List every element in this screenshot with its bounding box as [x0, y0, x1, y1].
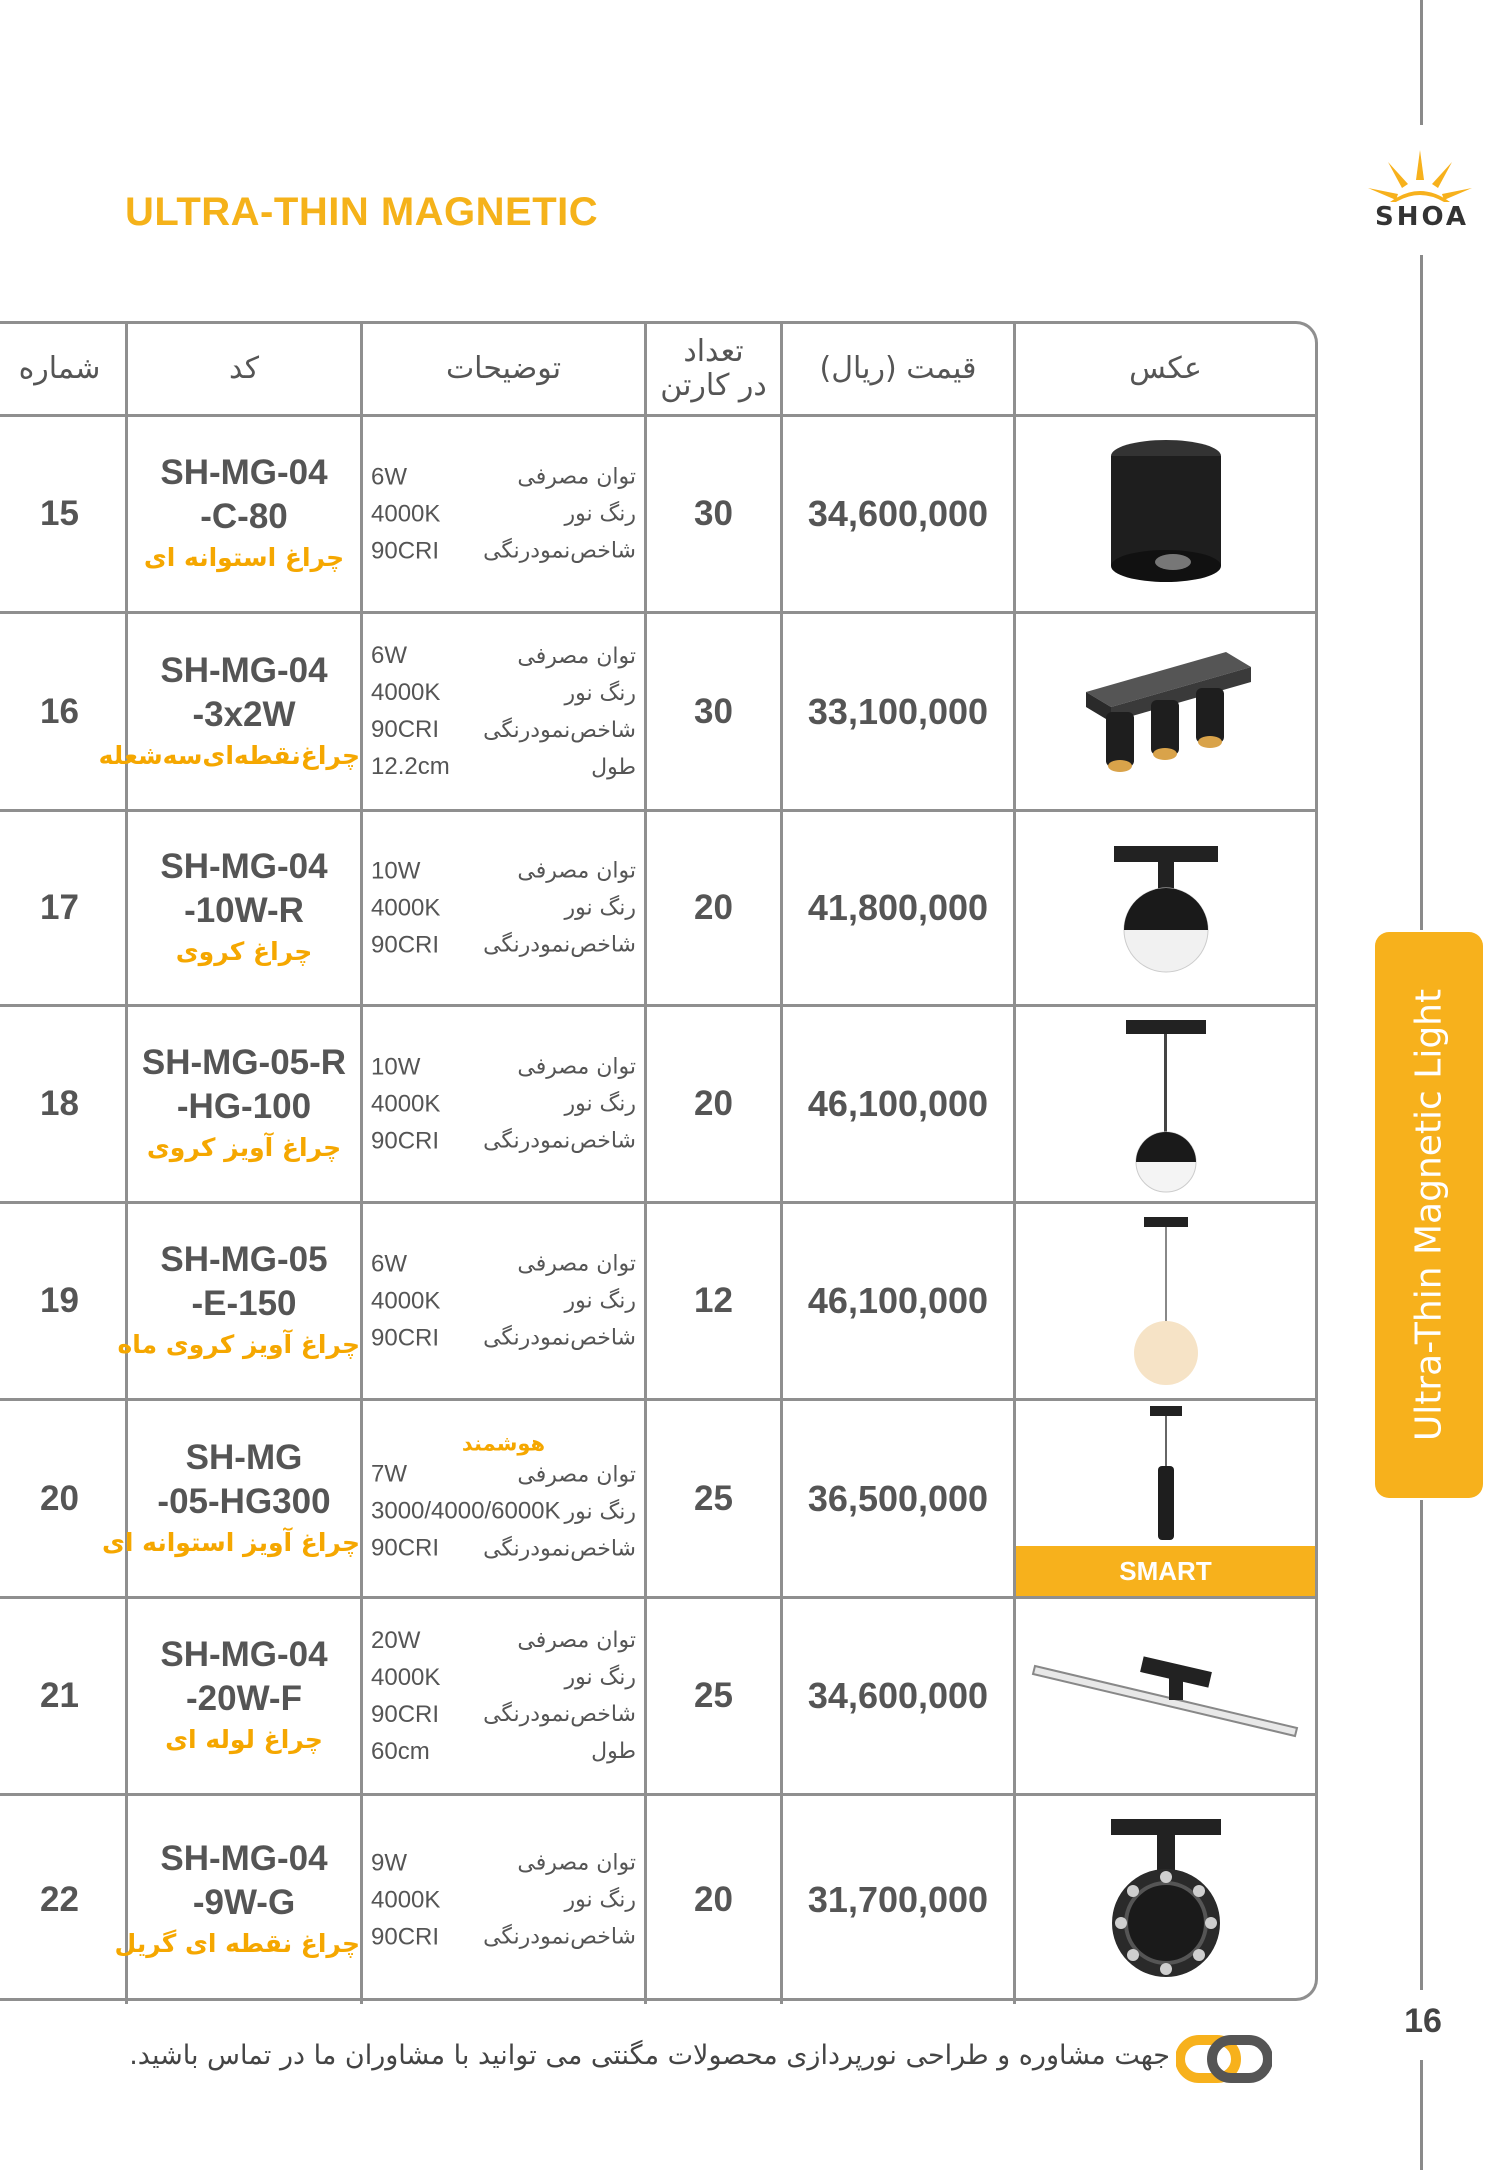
spec-value: 6W	[371, 463, 407, 490]
spec-label: رنگ نور	[564, 680, 636, 706]
spec-value: 4000K	[371, 679, 441, 706]
specs	[363, 1845, 644, 1956]
product-code	[101, 1436, 360, 1562]
header-cell-description	[360, 324, 644, 414]
triple-spot-light-icon	[1016, 614, 1315, 809]
spec-line	[371, 1246, 636, 1283]
spec-value: 4000K	[371, 894, 441, 921]
cell-number	[0, 417, 125, 611]
code-line2: -10W-R	[184, 891, 304, 930]
table-header-row	[0, 324, 1315, 417]
cell-code	[117, 1204, 360, 1398]
header-cell-number	[0, 324, 125, 414]
spec-value: 20W	[371, 1626, 421, 1654]
vertical-rule-low	[1420, 1500, 1423, 1990]
spec-line	[371, 459, 636, 496]
cell-description	[360, 1599, 644, 1793]
specs	[363, 1246, 644, 1357]
spec-value: 90CRI	[371, 716, 440, 743]
table-row	[0, 1401, 1315, 1599]
cell-photo	[1013, 1204, 1315, 1398]
qty-value: 25	[694, 1676, 733, 1715]
cell-price	[780, 417, 1013, 611]
spec-label: توان مصرفی	[517, 1251, 636, 1277]
spec-label: طول	[591, 1739, 636, 1764]
price-value: 33,100,000	[807, 690, 989, 732]
row-number: 19	[40, 1281, 79, 1320]
spec-line	[371, 1086, 636, 1123]
qty-value: 30	[694, 691, 733, 731]
code-line2: -05-HG300	[157, 1481, 331, 1521]
specs	[363, 1049, 644, 1160]
table-row	[0, 417, 1315, 614]
code-line1: SH-MG	[185, 1437, 303, 1477]
cell-photo	[1013, 812, 1315, 1004]
cell-code	[114, 1796, 360, 2004]
spec-line	[371, 1320, 636, 1357]
cell-code	[125, 1599, 360, 1793]
spec-value: 90CRI	[371, 1700, 440, 1728]
code-line2: -3x2W	[192, 694, 296, 734]
code-line1: SH-MG-04	[160, 650, 328, 690]
cell-price	[780, 614, 1013, 809]
spec-line	[371, 1733, 636, 1770]
cell-photo	[1013, 614, 1315, 809]
spec-line	[371, 1456, 636, 1493]
spec-value: 6W	[371, 1250, 407, 1277]
spec-label: شاخص‌نمودرنگی	[483, 1702, 636, 1727]
side-tab-label: Ultra-Thin Magnetic Light	[1408, 988, 1450, 1442]
header-price: قیمت (ریال)	[819, 351, 977, 386]
spec-value: 10W	[371, 857, 421, 884]
spec-label: توان مصرفی	[517, 1054, 636, 1080]
price-value: 31,700,000	[807, 1879, 989, 1920]
footer	[120, 2030, 1280, 2090]
price-value: 36,500,000	[807, 1477, 989, 1519]
header-qty	[647, 335, 780, 403]
cell-price	[780, 812, 1013, 1004]
spec-label: شاخص‌نمودرنگی	[483, 1536, 636, 1561]
spec-line	[371, 1882, 636, 1919]
product-code	[128, 1633, 360, 1759]
header-qty-line1: تعداد	[683, 334, 744, 369]
qty-value: 20	[694, 1880, 733, 1919]
cell-description	[360, 1204, 644, 1398]
spec-line	[371, 927, 636, 964]
price-value: 46,100,000	[807, 1280, 989, 1321]
price-value: 34,600,000	[807, 1675, 989, 1716]
cell-price	[780, 1204, 1013, 1398]
spec-value: 90CRI	[371, 1324, 440, 1351]
cell-code	[125, 812, 360, 1004]
qty-value: 30	[694, 494, 733, 533]
spec-line	[371, 1845, 636, 1882]
cell-qty	[644, 1007, 780, 1201]
side-tab	[1375, 932, 1483, 1498]
spec-label: توان مصرفی	[517, 643, 636, 669]
spec-line	[371, 1696, 636, 1733]
product-code	[128, 845, 360, 971]
cell-number	[0, 1599, 125, 1793]
cell-qty	[644, 1796, 780, 2004]
table-row	[0, 614, 1315, 812]
code-line1: SH-MG-04	[160, 1635, 328, 1674]
spec-value: 3000/4000/6000K	[371, 1497, 561, 1525]
cell-qty	[644, 1599, 780, 1793]
code-line1: SH-MG-05-R	[141, 1043, 347, 1082]
cell-description	[360, 417, 644, 611]
spec-value: 4000K	[371, 1886, 441, 1913]
spec-label: رنگ نور	[564, 501, 636, 527]
product-name: چراغ لوله ای	[165, 1725, 323, 1754]
header-cell-price	[780, 324, 1013, 414]
cell-photo	[1013, 1401, 1315, 1596]
cylinder-light-icon	[1016, 417, 1315, 611]
code-line2: -HG-100	[176, 1087, 312, 1126]
spec-line	[371, 1919, 636, 1956]
product-code	[114, 1837, 360, 1963]
row-number: 21	[40, 1676, 79, 1715]
spec-value: 9W	[371, 1849, 407, 1876]
spec-value: 12.2cm	[371, 753, 450, 780]
pendant-moon-icon	[1016, 1204, 1315, 1398]
code-line2: -9W-G	[192, 1883, 296, 1922]
spec-value: 90CRI	[371, 1534, 440, 1562]
header-cell-qty	[644, 324, 780, 414]
cell-code	[125, 1007, 360, 1201]
row-number: 18	[40, 1084, 79, 1123]
table-row	[0, 812, 1315, 1007]
product-name: چراغ آویز استوانه ای	[101, 1527, 360, 1557]
spec-label: توان مصرفی	[517, 1628, 636, 1653]
spec-label: شاخص‌نمودرنگی	[483, 717, 636, 743]
cell-description	[360, 614, 644, 809]
row-number: 17	[40, 888, 79, 927]
spec-line	[371, 496, 636, 533]
cell-photo	[1013, 1796, 1315, 2004]
spec-label: رنگ نور	[564, 1887, 636, 1913]
spec-line	[371, 1283, 636, 1320]
spec-value: 4000K	[371, 1663, 441, 1691]
specs	[363, 1430, 644, 1567]
qty-value: 12	[694, 1281, 733, 1320]
spec-value: 90CRI	[371, 931, 440, 958]
spec-value: 4000K	[371, 500, 441, 527]
spec-line	[371, 749, 636, 786]
page-number: 16	[1404, 2002, 1442, 2040]
spec-label: توان مصرفی	[517, 858, 636, 884]
smart-label: هوشمند	[461, 1431, 546, 1455]
header-code: کد	[228, 351, 260, 386]
cell-qty	[644, 614, 780, 809]
spec-label: رنگ نور	[564, 1091, 636, 1117]
cell-photo	[1013, 1007, 1315, 1201]
product-name: چراغ آویز کروی	[146, 1133, 342, 1162]
qty-value: 25	[694, 1478, 733, 1518]
product-name: چراغ‌نقطه‌ای‌سه‌شعله	[98, 740, 360, 770]
brand-name: SHOA	[1374, 202, 1469, 232]
specs	[363, 853, 644, 964]
grill-spot-light-icon	[1016, 1796, 1315, 2004]
spec-value: 4000K	[371, 1287, 441, 1314]
cell-number	[0, 1007, 125, 1201]
row-number: 20	[40, 1478, 79, 1518]
code-line2: -20W-F	[186, 1679, 302, 1718]
table-row	[0, 1599, 1315, 1796]
spec-line	[371, 675, 636, 712]
code-line1: SH-MG-04	[160, 1839, 328, 1878]
spec-value: 60cm	[371, 1737, 430, 1765]
spec-line	[371, 638, 636, 675]
spec-label: شاخص‌نمودرنگی	[483, 1924, 636, 1950]
header-cell-photo	[1013, 324, 1315, 414]
footer-text: جهت مشاوره و طراحی نورپردازی محصولات مگنتی می توانید با مشاوران ما در تماس باشید.	[129, 2040, 1170, 2071]
spec-label: توان مصرفی	[517, 464, 636, 490]
cell-number	[0, 614, 125, 809]
spec-line	[371, 1049, 636, 1086]
spec-label: شاخص‌نمودرنگی	[483, 932, 636, 958]
spec-line	[371, 533, 636, 570]
spec-label: شاخص‌نمودرنگی	[483, 1128, 636, 1154]
product-name: چراغ نقطه ای گریل	[114, 1929, 360, 1958]
cell-code	[101, 1401, 360, 1596]
spec-label: شاخص‌نمودرنگی	[483, 1325, 636, 1351]
page-heading: ULTRA-THIN MAGNETIC	[125, 190, 599, 234]
header-qty-line2: در کارتن	[660, 368, 767, 403]
vertical-rule-mid	[1420, 255, 1423, 930]
spec-line	[371, 1530, 636, 1567]
specs	[363, 1622, 644, 1770]
spec-label: طول	[591, 754, 636, 780]
table-row	[0, 1204, 1315, 1401]
spec-value: 6W	[371, 642, 407, 669]
header-description: توضیحات	[445, 351, 562, 386]
spec-value: 90CRI	[371, 1127, 440, 1154]
price-value: 46,100,000	[807, 1083, 989, 1124]
product-code	[117, 1238, 360, 1364]
table-row	[0, 1796, 1315, 2004]
cell-photo	[1013, 417, 1315, 611]
cell-qty	[644, 812, 780, 1004]
cell-price	[780, 1007, 1013, 1201]
row-number: 15	[40, 494, 79, 533]
qty-value: 20	[694, 888, 733, 927]
spec-label: رنگ نور	[564, 1665, 636, 1690]
spec-value: 7W	[371, 1460, 407, 1488]
vertical-rule-bottom	[1420, 2060, 1423, 2170]
cell-photo	[1013, 1599, 1315, 1793]
header-number: شماره	[18, 351, 101, 386]
product-code	[128, 1041, 360, 1167]
cell-price	[780, 1401, 1013, 1596]
code-line2: -C-80	[200, 497, 288, 536]
header-photo: عکس	[1129, 351, 1202, 386]
tube-light-icon	[1016, 1599, 1315, 1793]
cell-price	[780, 1796, 1013, 2004]
chain-link-icon	[1176, 2034, 1272, 2084]
spec-line	[371, 1493, 636, 1530]
header-cell-code	[125, 324, 360, 414]
code-line1: SH-MG-04	[160, 453, 328, 492]
product-name: چراغ کروی	[175, 937, 313, 966]
spec-line	[371, 1123, 636, 1160]
price-value: 34,600,000	[807, 493, 989, 534]
spec-label: رنگ نور	[564, 1499, 636, 1524]
product-code	[128, 451, 360, 577]
pendant-sphere-icon	[1016, 1007, 1315, 1201]
pendant-cylinder-icon	[1016, 1401, 1315, 1546]
spec-label: رنگ نور	[564, 1288, 636, 1314]
cell-number	[0, 1204, 125, 1398]
cell-price	[780, 1599, 1013, 1793]
cell-description	[360, 812, 644, 1004]
sphere-light-icon	[1016, 812, 1315, 1004]
cell-qty	[644, 1401, 780, 1596]
product-code	[98, 649, 360, 775]
spec-label: توان مصرفی	[517, 1462, 636, 1487]
price-value: 41,800,000	[807, 887, 989, 928]
spec-line	[371, 1659, 636, 1696]
spec-line	[371, 853, 636, 890]
code-line2: -E-150	[191, 1284, 297, 1323]
cell-description	[360, 1007, 644, 1201]
cell-code	[98, 614, 360, 809]
spec-line	[371, 1622, 636, 1659]
code-line1: SH-MG-05	[160, 1240, 328, 1279]
vertical-rule-top	[1420, 0, 1423, 125]
cell-qty	[644, 1204, 780, 1398]
product-name: چراغ آویز کروی ماه	[117, 1330, 360, 1359]
specs	[363, 459, 644, 570]
row-number: 16	[40, 691, 79, 731]
spec-label: توان مصرفی	[517, 1850, 636, 1876]
spec-label: رنگ نور	[564, 895, 636, 921]
spec-line	[371, 890, 636, 927]
cell-description	[360, 1796, 644, 2004]
cell-code	[125, 417, 360, 611]
cell-number	[0, 1796, 125, 2004]
spec-line	[371, 712, 636, 749]
cell-number	[0, 812, 125, 1004]
spec-value: 90CRI	[371, 1923, 440, 1950]
code-line1: SH-MG-04	[160, 847, 328, 886]
spec-value: 10W	[371, 1053, 421, 1080]
cell-number	[0, 1401, 125, 1596]
row-number: 22	[40, 1880, 79, 1919]
spec-value: 90CRI	[371, 537, 440, 564]
smart-badge: SMART	[1016, 1546, 1315, 1596]
price-table	[0, 321, 1318, 2001]
table-row	[0, 1007, 1315, 1204]
cell-description	[360, 1401, 644, 1596]
cell-qty	[644, 417, 780, 611]
spec-label: شاخص‌نمودرنگی	[483, 538, 636, 564]
qty-value: 20	[694, 1084, 733, 1123]
spec-value: 4000K	[371, 1090, 441, 1117]
specs	[363, 638, 644, 786]
product-name: چراغ استوانه ای	[143, 543, 345, 572]
